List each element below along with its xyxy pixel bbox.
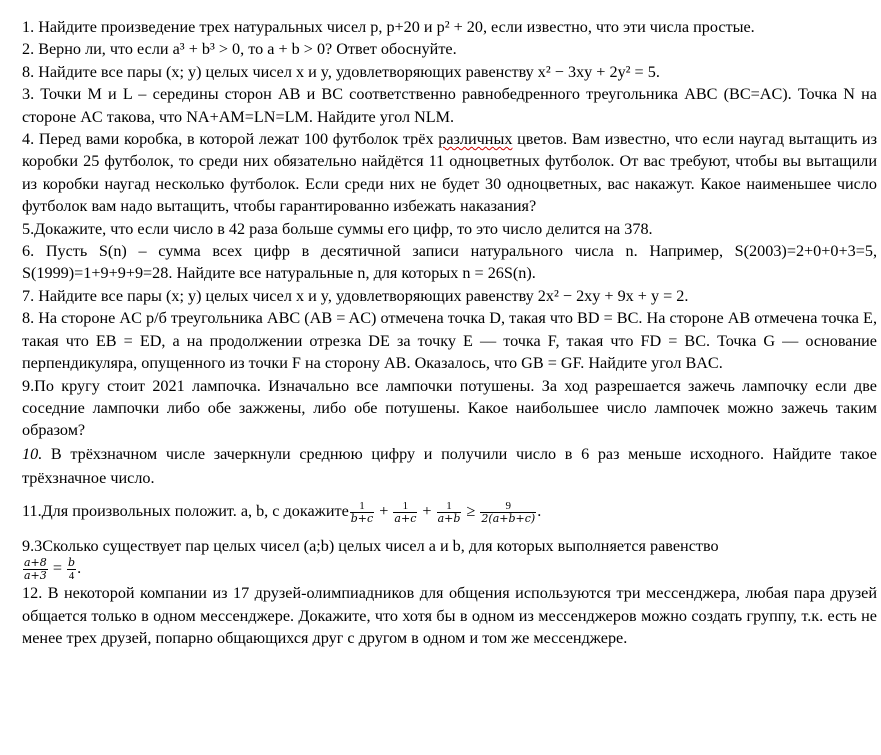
problem-11: 11.Для произвольных положит. a, b, c докажите $\frac{1}{b+c}$ + $\frac{1}{a+c}$ + $\frac{1}{a+b}$ ≥ $\frac{9}{2(a+b+c)}$ . [22, 499, 542, 525]
problem-10-number: 10. [22, 444, 43, 463]
fraction-4-denominator: 2(a+b+c) [481, 511, 536, 525]
problem-6: 6. Пусть S(n) – сумма всех цифр в десятичной записи натурального числа n. Например, S(2003)=2+0+0+3=5, S(1999)=1+9+9+9=28. Найдите все натуральные n, для которых n = 26S(n). [22, 242, 877, 283]
problem-1: 1. Найдите произведение трех натуральных чисел p, p+20 и p² + 20, если известно, что эти числа простые. [22, 18, 755, 36]
problem-11-end: . [537, 501, 542, 520]
spacer [22, 525, 877, 535]
problem-10-text: В трёхзначном числе зачеркнули среднюю цифру и получили число в 6 раз меньше исходного. Найдите такое трёхзначное число. [22, 444, 877, 487]
fraction-1 [350, 500, 374, 525]
problem-4-part-b: цветов. Вам известно, что если наугад вытащить из коробки 25 футболок, то среди них обязательно найдётся 11 одноцветных футболок. От вас требуют, чтобы вы вытащили из коробки наугад несколько футболок. Если среди них не будет 30 одноцветных, вас накажут. Какое наименьшее число футболок вам надо вытащить, чтобы гарантированно избежать наказания? [22, 130, 877, 216]
problem-9-3 [22, 535, 877, 582]
problem-10 [22, 442, 877, 490]
problem-11-text: 11.Для произвольных положит. a, b, c докажите [22, 501, 349, 520]
fraction-2-numerator: 1 [393, 500, 417, 513]
eq-sign: = [52, 559, 62, 578]
problem-9-3-text: 9.3Сколько существует пар целых чисел (a;b) целых чисел a и b, для которых выполняется равенство [22, 536, 719, 555]
fraction-3 [437, 500, 462, 525]
document-page [22, 16, 877, 649]
problem-9: 9.По кругу стоит 2021 лампочка. Изначально все лампочки потушены. За ход разрешается зажечь лампочку если две соседние лампочки либо обе зажжены, либо обе потушены. Какое наибольшее число лампочек можно зажечь таким образом? [22, 376, 877, 440]
fraction-5-numerator: a+8 [24, 556, 47, 570]
problem-3: 3. Точки M и L – середины сторон AB и BC соответственно равнобедренного треугольника ABC (BC=AC). Точка N на стороне AC такова, что NA+AM=LN=LM. Найдите угол NLM. [22, 85, 877, 126]
fraction-6-denominator: 4 [68, 570, 75, 583]
problem-2: 2. Верно ли, что если a³ + b³ > 0, то a + b > 0? Ответ обоснуйте. [22, 40, 457, 59]
fraction-5-denominator: a+3 [24, 569, 47, 583]
fraction-2 [393, 500, 417, 525]
problem-8-triangle: 8. На стороне AC р/б треугольника ABC (AB = AC) отмечена точка D, такая что BD = BC. На стороне AB отмечена точка E, такая что EB = ED, а на продолжении отрезка DE за точку E — точка F, такая что FD = BC. Точка G — основание перпендикуляра, опущенного из точки F на сторону AB. Оказалось, что GB = GF. Найдите угол BAC. [22, 309, 877, 373]
problem-9-3-end: . [77, 559, 82, 578]
fraction-3-numerator: 1 [437, 500, 462, 513]
problem-7: 7. Найдите все пары (x; y) целых чисел x и y, удовлетворяющих равенству 2x² − 2xy + 9x + y = 2. [22, 286, 689, 305]
problem-5: 5.Докажите, что если число в 42 раза больше суммы его цифр, то это число делится на 378. [22, 219, 653, 238]
fraction-5 [23, 557, 48, 582]
fraction-2-denominator: a+c [394, 511, 417, 525]
fraction-1-denominator: b+c [350, 511, 374, 525]
fraction-4-numerator: 9 [480, 500, 536, 513]
fraction-1-numerator: 1 [350, 500, 374, 513]
fraction-6 [67, 557, 76, 582]
spellcheck-word[interactable]: различных [438, 130, 513, 149]
fraction-3-denominator: a+b [437, 511, 461, 525]
fraction-4 [480, 500, 536, 525]
problem-12: 12. В некоторой компании из 17 друзей-олимпиадников для общения используются три мессенджера, любая пара друзей общается только в одном мессенджере. Докажите, что хотя бы в одном из мессенджеров можно создать группу, т.к. есть не менее трех друзей, попарно общающихся друг с другом в одном и том же мессенджере. [22, 584, 877, 647]
fraction-6-numerator: b [68, 556, 76, 570]
problem-4 [22, 128, 877, 218]
problem-8-pairs: 8. Найдите все пары (x; y) целых чисел x и y, удовлетворяющих равенству x² − 3xy + 2y² = 5. [22, 62, 660, 81]
problem-4-part-a: 4. Перед вами коробка, в которой лежат 100 футболок трёх [22, 130, 439, 149]
ge-sign: ≥ [466, 501, 476, 520]
